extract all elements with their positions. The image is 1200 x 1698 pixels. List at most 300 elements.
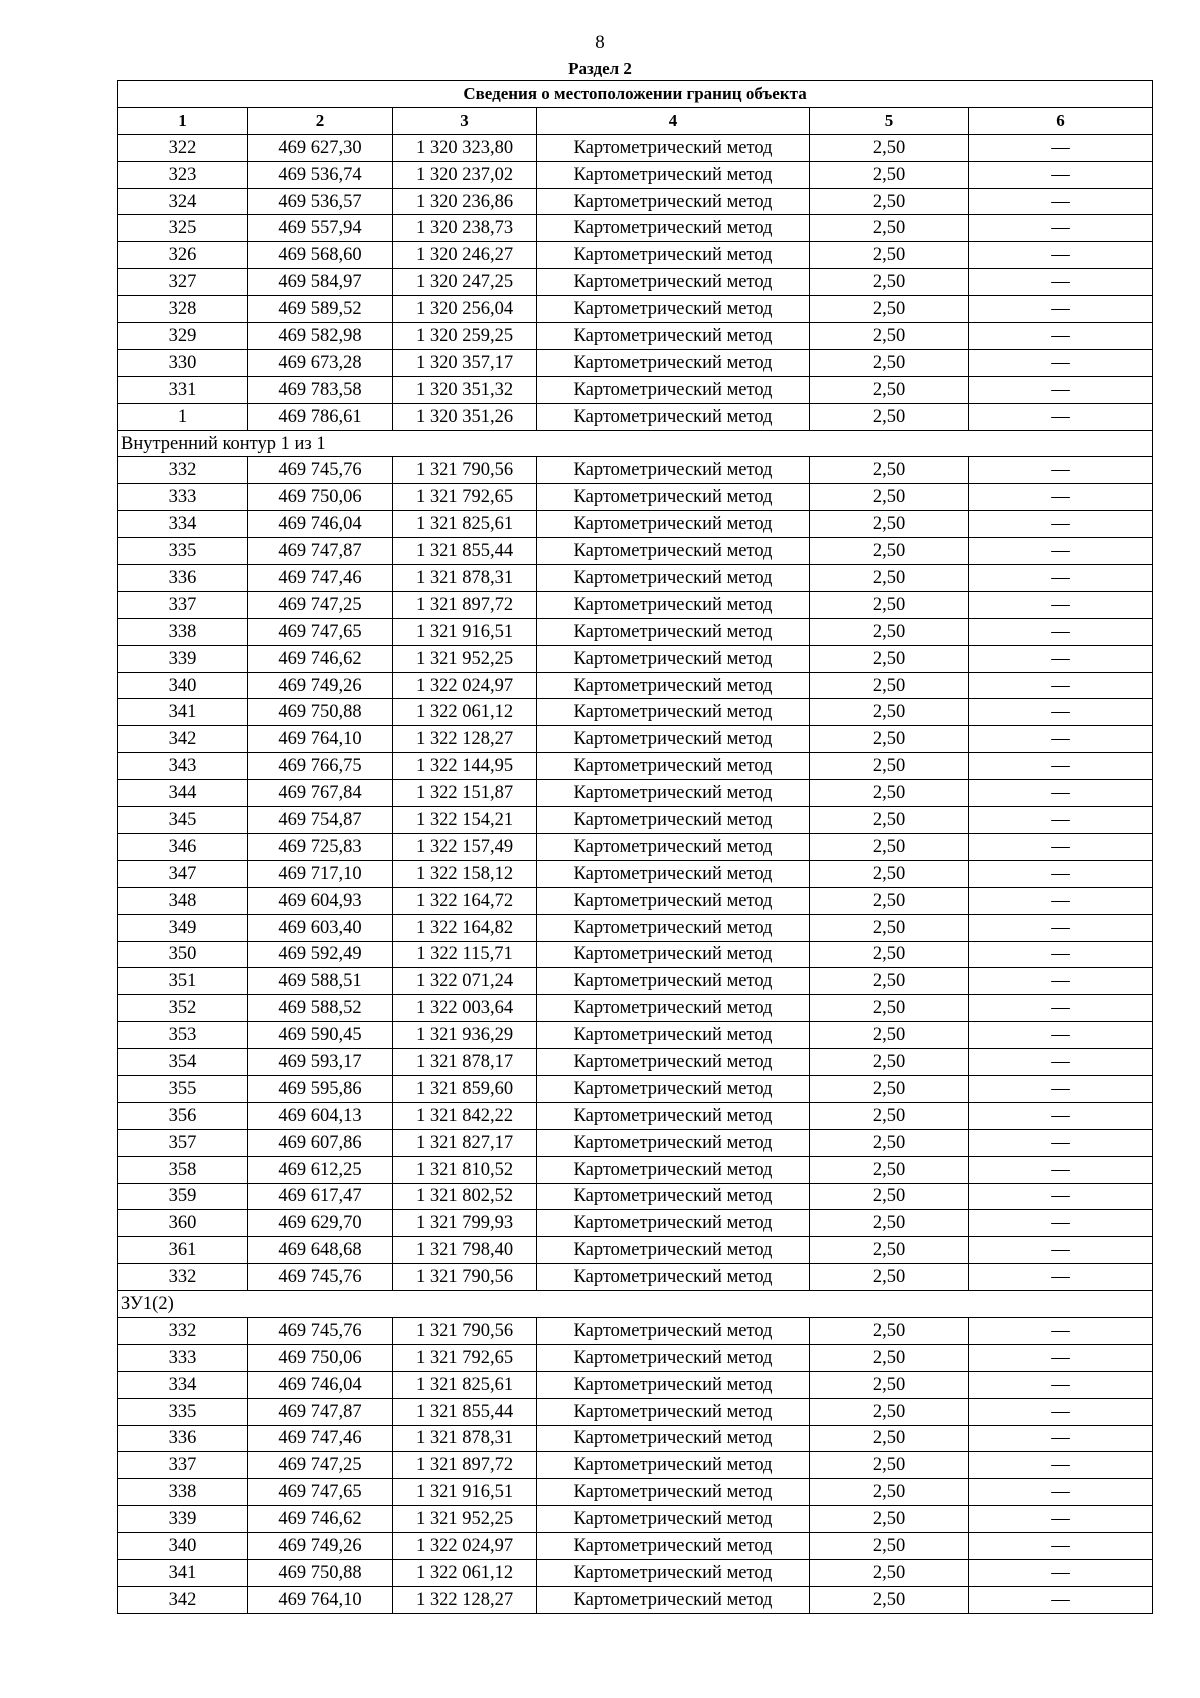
table-cell: 469 617,47 bbox=[248, 1183, 393, 1210]
table-cell: 348 bbox=[118, 887, 248, 914]
table-cell: 2,50 bbox=[810, 1506, 969, 1533]
table-cell: — bbox=[969, 1075, 1153, 1102]
table-cell: Картометрический метод bbox=[537, 672, 810, 699]
table-cell: — bbox=[969, 457, 1153, 484]
table-cell: 349 bbox=[118, 914, 248, 941]
table-cell: 1 320 246,27 bbox=[393, 242, 537, 269]
table-cell: 1 322 157,49 bbox=[393, 833, 537, 860]
table-row bbox=[118, 1237, 1153, 1264]
table-cell: 469 767,84 bbox=[248, 780, 393, 807]
table-cell: — bbox=[969, 995, 1153, 1022]
table-cell: — bbox=[969, 807, 1153, 834]
table-cell: 1 320 323,80 bbox=[393, 134, 537, 161]
table-cell: 1 321 790,56 bbox=[393, 1264, 537, 1291]
table-row bbox=[118, 833, 1153, 860]
table-cell: Картометрический метод bbox=[537, 1075, 810, 1102]
table-cell: Картометрический метод bbox=[537, 376, 810, 403]
table-cell: 1 321 952,25 bbox=[393, 1506, 537, 1533]
table-cell: 2,50 bbox=[810, 538, 969, 565]
table-row bbox=[118, 672, 1153, 699]
table-cell: — bbox=[969, 1183, 1153, 1210]
table-cell: 1 321 878,17 bbox=[393, 1049, 537, 1076]
table-cell: — bbox=[969, 403, 1153, 430]
table-cell: Картометрический метод bbox=[537, 565, 810, 592]
table-cell: Картометрический метод bbox=[537, 591, 810, 618]
table-cell: 2,50 bbox=[810, 242, 969, 269]
table-cell: — bbox=[969, 1586, 1153, 1613]
table-cell: 469 747,25 bbox=[248, 1452, 393, 1479]
table-cell: 1 321 897,72 bbox=[393, 591, 537, 618]
table-cell: Картометрический метод bbox=[537, 1022, 810, 1049]
table-row bbox=[118, 1183, 1153, 1210]
table-row bbox=[118, 1156, 1153, 1183]
table-cell: 2,50 bbox=[810, 349, 969, 376]
table-row bbox=[118, 726, 1153, 753]
table-cell: 2,50 bbox=[810, 1371, 969, 1398]
table-cell: 1 321 878,31 bbox=[393, 1425, 537, 1452]
table-cell: — bbox=[969, 1479, 1153, 1506]
table-cell: 469 588,51 bbox=[248, 968, 393, 995]
table-cell: 1 321 897,72 bbox=[393, 1452, 537, 1479]
table-cell: 322 bbox=[118, 134, 248, 161]
table-cell: 330 bbox=[118, 349, 248, 376]
table-cell: 2,50 bbox=[810, 1264, 969, 1291]
table-cell: Картометрический метод bbox=[537, 242, 810, 269]
table-row bbox=[118, 995, 1153, 1022]
table-cell: 469 584,97 bbox=[248, 269, 393, 296]
table-cell: Картометрический метод bbox=[537, 349, 810, 376]
table-cell: Картометрический метод bbox=[537, 1479, 810, 1506]
table-row bbox=[118, 565, 1153, 592]
table-cell: — bbox=[969, 645, 1153, 672]
table-cell: — bbox=[969, 1022, 1153, 1049]
table-cell: 1 322 144,95 bbox=[393, 753, 537, 780]
table-cell: Картометрический метод bbox=[537, 1210, 810, 1237]
table-cell: Картометрический метод bbox=[537, 1533, 810, 1560]
table-cell: Картометрический метод bbox=[537, 484, 810, 511]
table-cell: Картометрический метод bbox=[537, 860, 810, 887]
table-cell: 1 320 351,32 bbox=[393, 376, 537, 403]
table-cell: 332 bbox=[118, 457, 248, 484]
table-cell: Картометрический метод bbox=[537, 403, 810, 430]
table-cell: 361 bbox=[118, 1237, 248, 1264]
table-cell: — bbox=[969, 1452, 1153, 1479]
group-label: ЗУ1(2) bbox=[118, 1291, 1153, 1318]
column-header: 4 bbox=[537, 107, 810, 134]
table-cell: 2,50 bbox=[810, 1237, 969, 1264]
table-cell: 469 604,13 bbox=[248, 1102, 393, 1129]
table-row bbox=[118, 376, 1153, 403]
table-cell: 324 bbox=[118, 188, 248, 215]
table-cell: Картометрический метод bbox=[537, 1183, 810, 1210]
table-cell: Картометрический метод bbox=[537, 511, 810, 538]
table-cell: 1 322 158,12 bbox=[393, 860, 537, 887]
table-header-row bbox=[118, 107, 1153, 134]
table-cell: — bbox=[969, 591, 1153, 618]
table-cell: 2,50 bbox=[810, 1129, 969, 1156]
group-row bbox=[118, 430, 1153, 457]
table-cell: 2,50 bbox=[810, 403, 969, 430]
table-cell: Картометрический метод bbox=[537, 1398, 810, 1425]
table-cell: 356 bbox=[118, 1102, 248, 1129]
table-row bbox=[118, 188, 1153, 215]
table-cell: 2,50 bbox=[810, 323, 969, 350]
table-cell: 1 321 936,29 bbox=[393, 1022, 537, 1049]
table-cell: 338 bbox=[118, 618, 248, 645]
table-cell: 2,50 bbox=[810, 645, 969, 672]
table-cell: 331 bbox=[118, 376, 248, 403]
table-cell: 342 bbox=[118, 726, 248, 753]
table-cell: 2,50 bbox=[810, 296, 969, 323]
column-header: 6 bbox=[969, 107, 1153, 134]
table-cell: — bbox=[969, 780, 1153, 807]
table-cell: — bbox=[969, 753, 1153, 780]
table-cell: 1 322 128,27 bbox=[393, 1586, 537, 1613]
table-cell: 2,50 bbox=[810, 1317, 969, 1344]
table-cell: 347 bbox=[118, 860, 248, 887]
table-cell: 2,50 bbox=[810, 914, 969, 941]
table-cell: 343 bbox=[118, 753, 248, 780]
table-cell: 1 321 825,61 bbox=[393, 1371, 537, 1398]
table-cell: Картометрический метод bbox=[537, 161, 810, 188]
table-cell: 1 321 825,61 bbox=[393, 511, 537, 538]
table-cell: Картометрический метод bbox=[537, 1559, 810, 1586]
table-cell: 329 bbox=[118, 323, 248, 350]
table-cell: 337 bbox=[118, 1452, 248, 1479]
table-row bbox=[118, 134, 1153, 161]
table-cell: 1 322 061,12 bbox=[393, 699, 537, 726]
table-cell: 1 320 236,86 bbox=[393, 188, 537, 215]
table-row bbox=[118, 538, 1153, 565]
table-cell: 2,50 bbox=[810, 1183, 969, 1210]
table-row bbox=[118, 1264, 1153, 1291]
table-cell: Картометрический метод bbox=[537, 995, 810, 1022]
table-cell: 469 557,94 bbox=[248, 215, 393, 242]
table-cell: — bbox=[969, 699, 1153, 726]
table-cell: 1 321 859,60 bbox=[393, 1075, 537, 1102]
table-cell: Картометрический метод bbox=[537, 296, 810, 323]
table-cell: 2,50 bbox=[810, 1398, 969, 1425]
table-cell: 469 764,10 bbox=[248, 726, 393, 753]
table-cell: 1 320 259,25 bbox=[393, 323, 537, 350]
table-cell: 2,50 bbox=[810, 780, 969, 807]
table-row bbox=[118, 269, 1153, 296]
table-cell: — bbox=[969, 1533, 1153, 1560]
table-cell: — bbox=[969, 914, 1153, 941]
table-cell: — bbox=[969, 376, 1153, 403]
table-cell: — bbox=[969, 134, 1153, 161]
table-cell: — bbox=[969, 1049, 1153, 1076]
table-row bbox=[118, 215, 1153, 242]
table-body bbox=[118, 134, 1153, 1613]
table-cell: 469 717,10 bbox=[248, 860, 393, 887]
table-cell: 469 764,10 bbox=[248, 1586, 393, 1613]
table-cell: — bbox=[969, 1210, 1153, 1237]
section-title: Раздел 2 bbox=[568, 59, 632, 78]
table-cell: Картометрический метод bbox=[537, 645, 810, 672]
table-cell: Картометрический метод bbox=[537, 914, 810, 941]
table-cell: 335 bbox=[118, 538, 248, 565]
table-cell: 469 593,17 bbox=[248, 1049, 393, 1076]
table-cell: 469 747,46 bbox=[248, 565, 393, 592]
table-cell: 332 bbox=[118, 1317, 248, 1344]
table-cell: Картометрический метод bbox=[537, 134, 810, 161]
table-cell: 357 bbox=[118, 1129, 248, 1156]
table-cell: 1 320 351,26 bbox=[393, 403, 537, 430]
table-cell: 1 321 842,22 bbox=[393, 1102, 537, 1129]
table-cell: 2,50 bbox=[810, 1156, 969, 1183]
table-cell: — bbox=[969, 1559, 1153, 1586]
table-cell: 2,50 bbox=[810, 1425, 969, 1452]
table-cell: — bbox=[969, 1371, 1153, 1398]
table-cell: 2,50 bbox=[810, 188, 969, 215]
table-cell: 345 bbox=[118, 807, 248, 834]
table-cell: 469 603,40 bbox=[248, 914, 393, 941]
table-cell: 1 320 238,73 bbox=[393, 215, 537, 242]
table-row bbox=[118, 645, 1153, 672]
table-row bbox=[118, 780, 1153, 807]
table-row bbox=[118, 242, 1153, 269]
table-cell: 1 320 357,17 bbox=[393, 349, 537, 376]
table-cell: 469 725,83 bbox=[248, 833, 393, 860]
page-number: 8 bbox=[595, 32, 605, 53]
table-row bbox=[118, 887, 1153, 914]
table-cell: 352 bbox=[118, 995, 248, 1022]
table-cell: 1 321 855,44 bbox=[393, 538, 537, 565]
table-cell: 341 bbox=[118, 1559, 248, 1586]
table-row bbox=[118, 323, 1153, 350]
table-cell: 2,50 bbox=[810, 887, 969, 914]
table-cell: Картометрический метод bbox=[537, 726, 810, 753]
table-cell: 469 745,76 bbox=[248, 457, 393, 484]
table-cell: 1 322 128,27 bbox=[393, 726, 537, 753]
table-cell: 2,50 bbox=[810, 1049, 969, 1076]
table-cell: 2,50 bbox=[810, 995, 969, 1022]
table-row bbox=[118, 1398, 1153, 1425]
table-cell: 469 745,76 bbox=[248, 1317, 393, 1344]
table-caption-row bbox=[118, 81, 1153, 108]
table-cell: Картометрический метод bbox=[537, 780, 810, 807]
table-cell: 1 321 790,56 bbox=[393, 457, 537, 484]
table-cell: Картометрический метод bbox=[537, 833, 810, 860]
table-cell: 469 766,75 bbox=[248, 753, 393, 780]
table-cell: 339 bbox=[118, 1506, 248, 1533]
table-cell: 469 750,88 bbox=[248, 1559, 393, 1586]
table-row bbox=[118, 914, 1153, 941]
table-cell: 323 bbox=[118, 161, 248, 188]
table-cell: — bbox=[969, 269, 1153, 296]
table-cell: Картометрический метод bbox=[537, 807, 810, 834]
table-cell: Картометрический метод bbox=[537, 1264, 810, 1291]
table-cell: 2,50 bbox=[810, 1344, 969, 1371]
table-row bbox=[118, 1317, 1153, 1344]
table-cell: — bbox=[969, 1317, 1153, 1344]
table-row bbox=[118, 1049, 1153, 1076]
table-cell: 469 648,68 bbox=[248, 1237, 393, 1264]
table-cell: 326 bbox=[118, 242, 248, 269]
table-cell: Картометрический метод bbox=[537, 457, 810, 484]
table-cell: — bbox=[969, 833, 1153, 860]
table-cell: — bbox=[969, 726, 1153, 753]
table-cell: 2,50 bbox=[810, 215, 969, 242]
table-cell: 337 bbox=[118, 591, 248, 618]
table-cell: 469 589,52 bbox=[248, 296, 393, 323]
table-cell: 341 bbox=[118, 699, 248, 726]
table-cell: 325 bbox=[118, 215, 248, 242]
table-cell: 469 747,87 bbox=[248, 538, 393, 565]
table-row bbox=[118, 1506, 1153, 1533]
table-cell: 336 bbox=[118, 1425, 248, 1452]
table-cell: — bbox=[969, 323, 1153, 350]
table-cell: 1 321 916,51 bbox=[393, 618, 537, 645]
table-cell: — bbox=[969, 215, 1153, 242]
table-cell: 355 bbox=[118, 1075, 248, 1102]
table-cell: Картометрический метод bbox=[537, 323, 810, 350]
table-cell: Картометрический метод bbox=[537, 941, 810, 968]
table-cell: 469 590,45 bbox=[248, 1022, 393, 1049]
table-cell: 1 321 792,65 bbox=[393, 1344, 537, 1371]
table-cell: 2,50 bbox=[810, 1210, 969, 1237]
coordinates-table bbox=[117, 80, 1153, 1614]
table-cell: — bbox=[969, 349, 1153, 376]
table-cell: — bbox=[969, 1425, 1153, 1452]
table-cell: 350 bbox=[118, 941, 248, 968]
table-cell: 1 320 247,25 bbox=[393, 269, 537, 296]
table-cell: 358 bbox=[118, 1156, 248, 1183]
table-cell: 328 bbox=[118, 296, 248, 323]
table-cell: Картометрический метод bbox=[537, 618, 810, 645]
column-header: 5 bbox=[810, 107, 969, 134]
table-cell: 469 746,62 bbox=[248, 1506, 393, 1533]
table-cell: Картометрический метод bbox=[537, 1371, 810, 1398]
table-cell: 2,50 bbox=[810, 376, 969, 403]
table-cell: 1 322 071,24 bbox=[393, 968, 537, 995]
table-cell: 2,50 bbox=[810, 134, 969, 161]
table-cell: — bbox=[969, 538, 1153, 565]
table-cell: — bbox=[969, 565, 1153, 592]
table-row bbox=[118, 968, 1153, 995]
table-cell: Картометрический метод bbox=[537, 1237, 810, 1264]
table-cell: 469 746,04 bbox=[248, 511, 393, 538]
table-cell: 1 321 810,52 bbox=[393, 1156, 537, 1183]
table-cell: 469 612,25 bbox=[248, 1156, 393, 1183]
table-cell: 469 592,49 bbox=[248, 941, 393, 968]
table-cell: Картометрический метод bbox=[537, 753, 810, 780]
table-cell: — bbox=[969, 161, 1153, 188]
table-cell: 469 673,28 bbox=[248, 349, 393, 376]
table-row bbox=[118, 484, 1153, 511]
table-cell: 469 783,58 bbox=[248, 376, 393, 403]
table-cell: 1 322 164,72 bbox=[393, 887, 537, 914]
table-cell: 2,50 bbox=[810, 807, 969, 834]
table-cell: 351 bbox=[118, 968, 248, 995]
column-header: 1 bbox=[118, 107, 248, 134]
table-cell: 2,50 bbox=[810, 753, 969, 780]
table-cell: 2,50 bbox=[810, 726, 969, 753]
table-cell: 2,50 bbox=[810, 833, 969, 860]
table-cell: 1 322 061,12 bbox=[393, 1559, 537, 1586]
table-cell: — bbox=[969, 1129, 1153, 1156]
table-row bbox=[118, 618, 1153, 645]
table-cell: 469 747,87 bbox=[248, 1398, 393, 1425]
table-cell: 469 568,60 bbox=[248, 242, 393, 269]
table-cell: 1 322 024,97 bbox=[393, 1533, 537, 1560]
table-cell: — bbox=[969, 887, 1153, 914]
table-cell: 1 321 878,31 bbox=[393, 565, 537, 592]
table-row bbox=[118, 1022, 1153, 1049]
table-cell: 346 bbox=[118, 833, 248, 860]
table-cell: 469 747,65 bbox=[248, 618, 393, 645]
table-cell: Картометрический метод bbox=[537, 699, 810, 726]
table-cell: 469 747,65 bbox=[248, 1479, 393, 1506]
table-cell: 1 321 916,51 bbox=[393, 1479, 537, 1506]
table-cell: 336 bbox=[118, 565, 248, 592]
table-cell: 360 bbox=[118, 1210, 248, 1237]
table-row bbox=[118, 1479, 1153, 1506]
table-row bbox=[118, 1533, 1153, 1560]
table-cell: 2,50 bbox=[810, 1022, 969, 1049]
table-row bbox=[118, 860, 1153, 887]
table-cell: — bbox=[969, 484, 1153, 511]
table-cell: — bbox=[969, 1344, 1153, 1371]
table-cell: 344 bbox=[118, 780, 248, 807]
table-cell: Картометрический метод bbox=[537, 1317, 810, 1344]
table-row bbox=[118, 941, 1153, 968]
table-cell: 469 786,61 bbox=[248, 403, 393, 430]
table-cell: Картометрический метод bbox=[537, 1049, 810, 1076]
table-cell: 469 747,25 bbox=[248, 591, 393, 618]
table-cell: 1 320 237,02 bbox=[393, 161, 537, 188]
table-row bbox=[118, 807, 1153, 834]
table-row bbox=[118, 1559, 1153, 1586]
table-cell: 1 321 792,65 bbox=[393, 484, 537, 511]
group-label: Внутренний контур 1 из 1 bbox=[118, 430, 1153, 457]
table-cell: 2,50 bbox=[810, 565, 969, 592]
table-row bbox=[118, 1129, 1153, 1156]
table-cell: Картометрический метод bbox=[537, 269, 810, 296]
table-row bbox=[118, 161, 1153, 188]
table-cell: 1 321 802,52 bbox=[393, 1183, 537, 1210]
table-cell: 353 bbox=[118, 1022, 248, 1049]
table-cell: 469 745,76 bbox=[248, 1264, 393, 1291]
table-row bbox=[118, 1371, 1153, 1398]
table-cell: — bbox=[969, 1264, 1153, 1291]
table-cell: 2,50 bbox=[810, 484, 969, 511]
table-cell: 469 749,26 bbox=[248, 1533, 393, 1560]
table-cell: 469 750,88 bbox=[248, 699, 393, 726]
table-cell: Картометрический метод bbox=[537, 968, 810, 995]
table-cell: 469 754,87 bbox=[248, 807, 393, 834]
table-cell: 469 747,46 bbox=[248, 1425, 393, 1452]
table-cell: 1 321 952,25 bbox=[393, 645, 537, 672]
table-cell: 2,50 bbox=[810, 1102, 969, 1129]
table-cell: 469 746,04 bbox=[248, 1371, 393, 1398]
table-row bbox=[118, 296, 1153, 323]
table-row bbox=[118, 1344, 1153, 1371]
table-cell: 1 321 798,40 bbox=[393, 1237, 537, 1264]
table-cell: 2,50 bbox=[810, 1559, 969, 1586]
table-cell: Картометрический метод bbox=[537, 188, 810, 215]
table-row bbox=[118, 349, 1153, 376]
table-cell: 469 536,57 bbox=[248, 188, 393, 215]
table-cell: 333 bbox=[118, 484, 248, 511]
table-cell: — bbox=[969, 968, 1153, 995]
table-cell: 338 bbox=[118, 1479, 248, 1506]
table-cell: 2,50 bbox=[810, 1586, 969, 1613]
table-cell: — bbox=[969, 1156, 1153, 1183]
table-cell: — bbox=[969, 1506, 1153, 1533]
table-row bbox=[118, 1452, 1153, 1479]
